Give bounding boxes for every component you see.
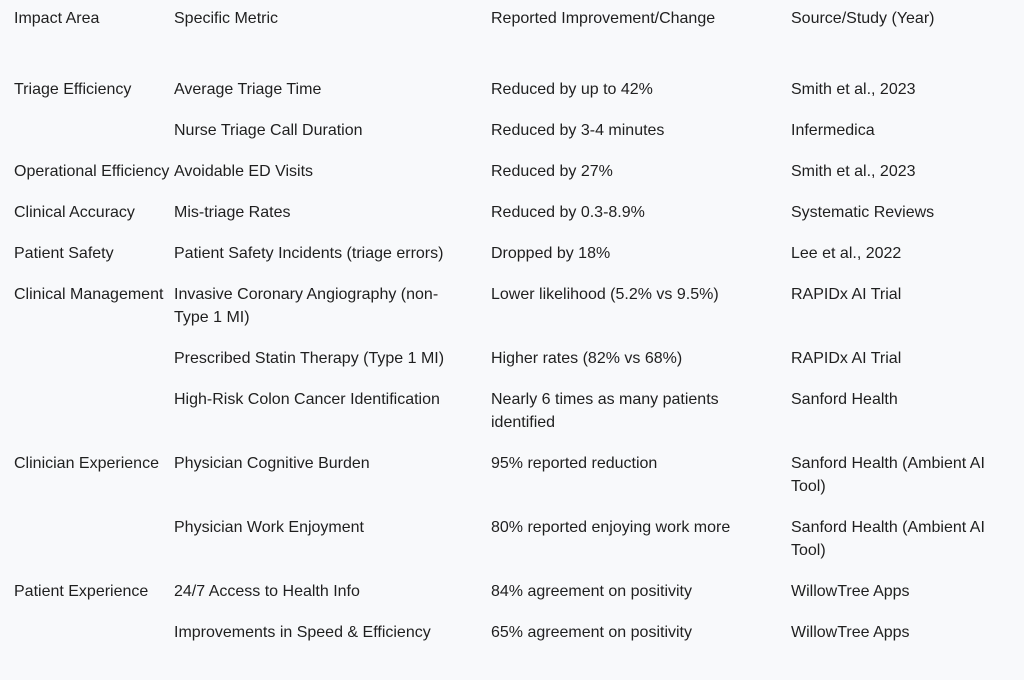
- table-row: [0, 71, 1024, 112]
- source-cell: RAPIDx AI Trial: [791, 350, 902, 367]
- impact-area-cell: [0, 509, 174, 573]
- source-cell: Lee et al., 2022: [791, 245, 902, 262]
- header-reported-change: Reported Improvement/Change: [491, 10, 716, 27]
- table-row: [0, 381, 1024, 445]
- table-row: [0, 445, 1024, 509]
- metric-cell: Patient Safety Incidents (triage errors): [174, 245, 444, 262]
- metric-cell: High-Risk Colon Cancer Identification: [174, 391, 440, 408]
- change-cell: Reduced by 3-4 minutes: [491, 122, 665, 139]
- impact-area-cell: Clinical Accuracy: [14, 204, 135, 221]
- impact-area-cell: Clinical Management: [14, 286, 164, 303]
- table-header: [0, 0, 1024, 71]
- change-cell: 84% agreement on positivity: [491, 583, 692, 600]
- change-cell: Higher rates (82% vs 68%): [491, 350, 683, 367]
- table-row: [0, 509, 1024, 573]
- impact-area-cell: Patient Safety: [14, 245, 114, 262]
- metric-cell: Improvements in Speed & Efficiency: [174, 624, 431, 641]
- metric-cell: Mis-triage Rates: [174, 204, 291, 221]
- table-row: [0, 194, 1024, 235]
- change-cell: Reduced by up to 42%: [491, 81, 653, 98]
- source-cell: Sanford Health: [791, 391, 898, 408]
- change-cell: Dropped by 18%: [491, 245, 611, 262]
- metric-cell: Avoidable ED Visits: [174, 163, 314, 180]
- table-row: [0, 276, 1024, 340]
- source-cell: Smith et al., 2023: [791, 81, 916, 98]
- change-cell: Reduced by 0.3-8.9%: [491, 204, 645, 221]
- source-cell: Sanford Health (Ambient AI Tool): [791, 519, 985, 559]
- header-row: [0, 0, 1024, 71]
- impact-area-cell: [0, 340, 174, 381]
- metric-cell: Nurse Triage Call Duration: [174, 122, 363, 139]
- impact-area-cell: [0, 614, 174, 655]
- change-cell: 65% agreement on positivity: [491, 624, 692, 641]
- table-row: [0, 340, 1024, 381]
- header-specific-metric: Specific Metric: [174, 10, 279, 27]
- table-row: [0, 112, 1024, 153]
- source-cell: Systematic Reviews: [791, 204, 935, 221]
- metric-cell: Average Triage Time: [174, 81, 322, 98]
- table-body: [0, 71, 1024, 655]
- change-cell: 95% reported reduction: [491, 455, 658, 472]
- table-row: [0, 614, 1024, 655]
- metric-cell: Invasive Coronary Angiography (non-Type 1 MI): [174, 286, 439, 326]
- source-cell: Infermedica: [791, 122, 875, 139]
- change-cell: 80% reported enjoying work more: [491, 519, 731, 536]
- metric-cell: Physician Work Enjoyment: [174, 519, 364, 536]
- change-cell: Nearly 6 times as many patients identified: [491, 391, 719, 431]
- impact-area-cell: Triage Efficiency: [14, 81, 132, 98]
- metric-cell: 24/7 Access to Health Info: [174, 583, 360, 600]
- source-cell: WillowTree Apps: [791, 583, 910, 600]
- impact-area-cell: Operational Efficiency: [14, 163, 170, 180]
- impact-area-cell: Clinician Experience: [14, 455, 159, 472]
- header-source-study: Source/Study (Year): [791, 10, 935, 27]
- impact-area-cell: Patient Experience: [14, 583, 149, 600]
- impact-area-cell: [0, 381, 174, 445]
- table-row: [0, 573, 1024, 614]
- header-impact-area: Impact Area: [14, 10, 100, 27]
- source-cell: WillowTree Apps: [791, 624, 910, 641]
- table-row: [0, 153, 1024, 194]
- source-cell: RAPIDx AI Trial: [791, 286, 902, 303]
- metric-cell: Physician Cognitive Burden: [174, 455, 370, 472]
- impact-area-cell: [0, 112, 174, 153]
- change-cell: Reduced by 27%: [491, 163, 613, 180]
- table-row: [0, 235, 1024, 276]
- source-cell: Sanford Health (Ambient AI Tool): [791, 455, 985, 495]
- change-cell: Lower likelihood (5.2% vs 9.5%): [491, 286, 719, 303]
- metric-cell: Prescribed Statin Therapy (Type 1 MI): [174, 350, 445, 367]
- source-cell: Smith et al., 2023: [791, 163, 916, 180]
